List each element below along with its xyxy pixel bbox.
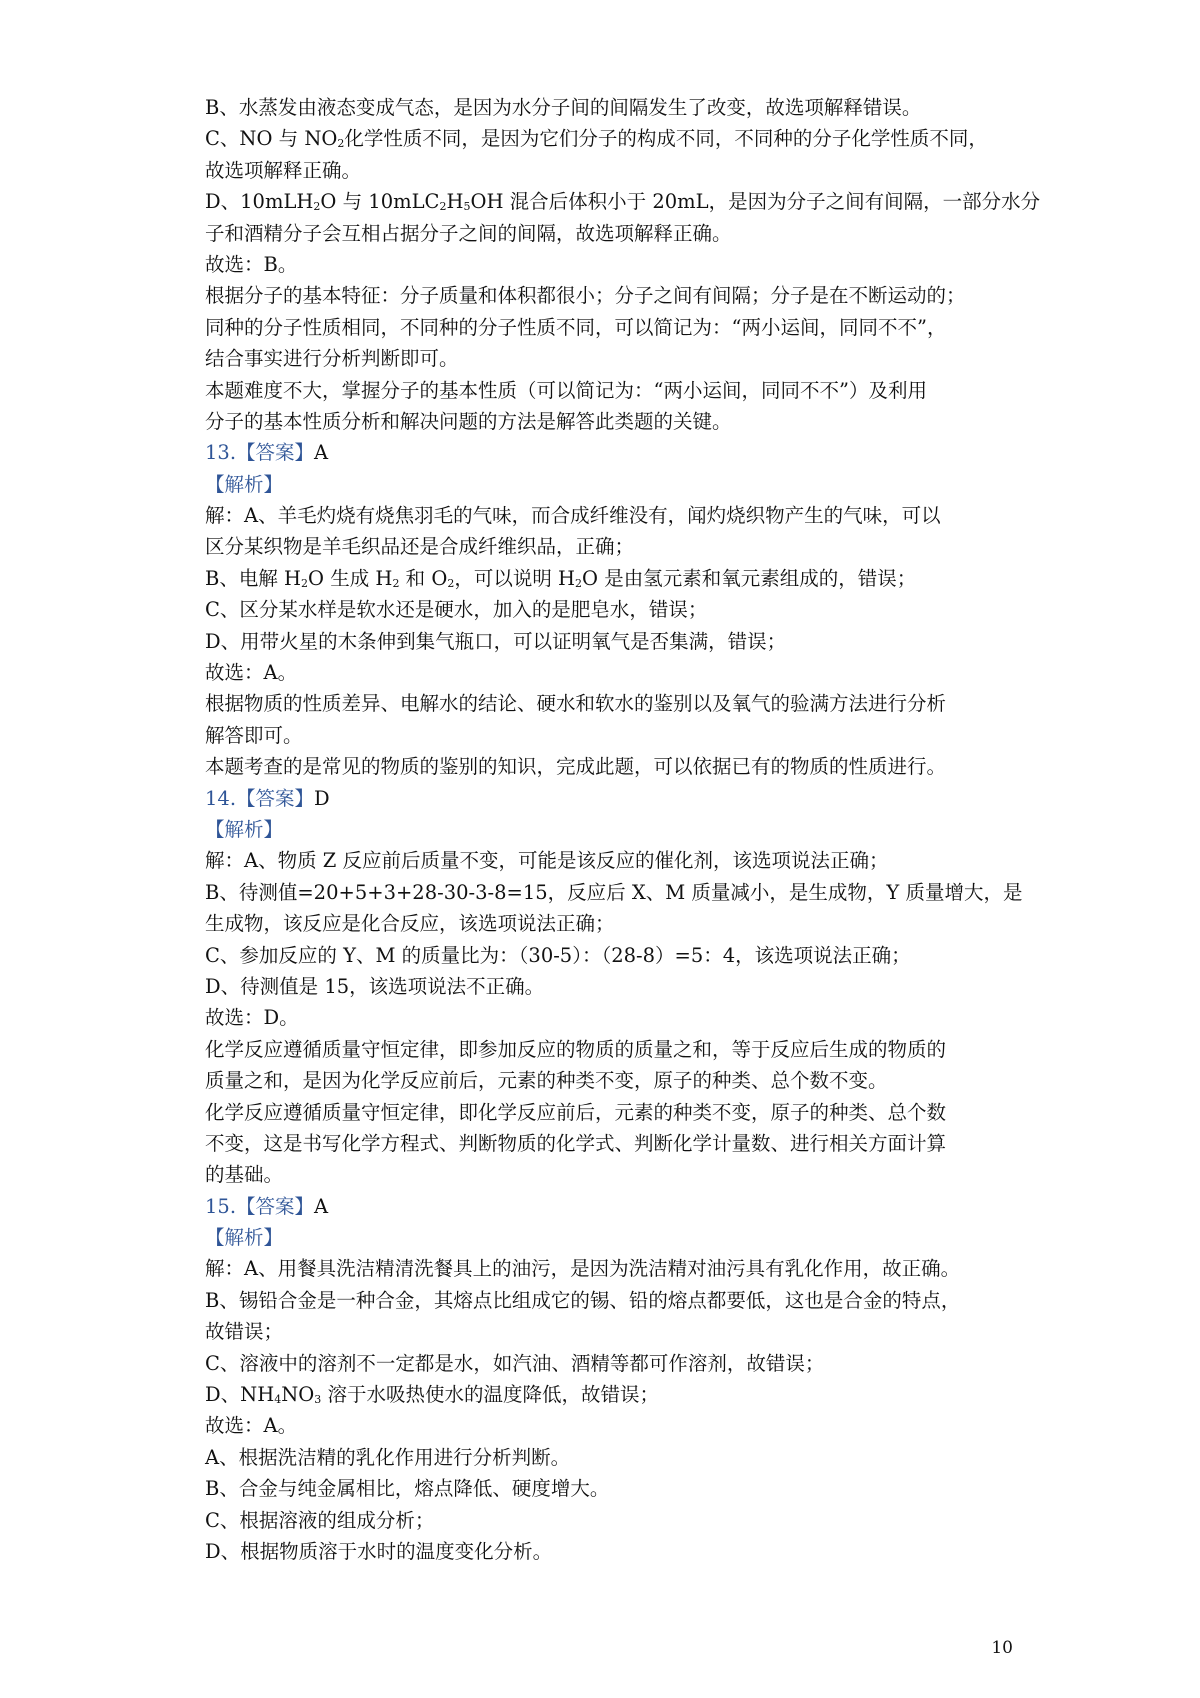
text-line: 化学反应遵循质量守恒定律，即参加反应的物质的质量之和，等于反应后生成的物质的 — [205, 1037, 947, 1061]
text-line: C、溶液中的溶剂不一定都是水，如汽油、酒精等都可作溶剂，故错误； — [205, 1351, 825, 1375]
text-line: 解：A、用餐具洗洁精清洗餐具上的油污，是因为洗洁精对油污具有乳化作用，故正确。 — [205, 1257, 961, 1281]
text-line: B、锡铅合金是一种合金，其熔点比组成它的锡、铅的熔点都要低，这也是合金的特点， — [205, 1288, 961, 1312]
text-line: 故错误； — [205, 1320, 284, 1344]
text-line: B、合金与纯金属相比，熔点降低、硬度增大。 — [205, 1477, 610, 1501]
text-line: C、区分某水样是软水还是硬水，加入的是肥皂水，错误； — [205, 598, 708, 622]
text-line: D、根据物质溶于水时的温度变化分析。 — [205, 1539, 553, 1563]
page-number: 10 — [991, 1638, 1013, 1658]
answer-heading-15: 15.【答案】A — [205, 1194, 329, 1218]
text-line: C、根据溶液的组成分析； — [205, 1508, 435, 1532]
text-line: D、待测值是 15，该选项说法不正确。 — [205, 974, 545, 998]
text-line: D、用带火星的木条伸到集气瓶口，可以证明氧气是否集满，错误； — [205, 629, 787, 653]
text-line: 解：A、物质 Z 反应前后质量不变，可能是该反应的催化剂，该选项说法正确； — [205, 849, 889, 873]
analysis-heading: 【解析】 — [205, 817, 284, 841]
text-line: 结合事实进行分析判断即可。 — [205, 347, 459, 371]
document-body — [205, 92, 1041, 1567]
text-line: D、10mLH$_2$O 与 $10mLC_2H_5OH$ 混合后体积小于 20mL，是因为分子之间有间隔，一部分水分 — [205, 190, 1041, 214]
text-line: 不变，这是书写化学方程式、判断物质的化学式、判断化学计量数、进行相关方面计算 — [205, 1131, 947, 1155]
text-line: B、待测值=20+5+3+28-30-3-8=15，反应后 X、M 质量减小，是生成物，Y 质量增大，是 — [205, 880, 1023, 904]
answer-heading-14: 14.【答案】D — [205, 786, 330, 810]
text-line: C、参加反应的 Y、M 的质量比为：（30-5）：（28-8）=5：4，该选项说法正确； — [205, 943, 911, 967]
analysis-heading: 【解析】 — [205, 472, 284, 496]
text-line: 故选：A。 — [205, 1414, 298, 1438]
analysis-heading: 【解析】 — [205, 1226, 284, 1250]
text-line: 根据分子的基本特征：分子质量和体积都很小；分子之间有间隔；分子是在不断运动的； — [205, 284, 966, 308]
text-line: 本题考查的是常见的物质的鉴别的知识，完成此题，可以依据已有的物质的性质进行。 — [205, 755, 947, 779]
text-line: 子和酒精分子会互相占据分子之间的间隔，故选项解释正确。 — [205, 221, 732, 245]
text-line: 区分某织物是羊毛织品还是合成纤维织品，正确； — [205, 535, 635, 559]
text-line: D、$NH_4NO_3$ 溶于水吸热使水的温度降低，故错误； — [205, 1383, 659, 1407]
text-line: 质量之和，是因为化学反应前后，元素的种类不变，原子的种类、总个数不变。 — [205, 1069, 888, 1093]
text-line: 生成物，该反应是化合反应，该选项说法正确； — [205, 912, 615, 936]
text-line: 故选：D。 — [205, 1006, 299, 1030]
text-line: 解：A、羊毛灼烧有烧焦羽毛的气味，而合成纤维没有，闻灼烧织物产生的气味，可以 — [205, 504, 941, 528]
text-line: 同种的分子性质相同，不同种的分子性质不同，可以简记为：“两小运间，同同不不”， — [205, 315, 947, 339]
text-line: B、水蒸发由液态变成气态，是因为水分子间的间隔发生了改变，故选项解释错误。 — [205, 96, 922, 119]
text-line: 分子的基本性质分析和解决问题的方法是解答此类题的关键。 — [205, 409, 732, 433]
text-line: 解答即可。 — [205, 723, 303, 747]
text-line: 故选：B。 — [205, 252, 298, 276]
answer-heading-13: 13.【答案】A — [205, 441, 329, 465]
text-line: 本题难度不大，掌握分子的基本性质（可以简记为：“两小运间，同同不不”）及利用 — [205, 378, 927, 402]
text-line: C、NO 与 $NO_2$化学性质不同，是因为它们分子的构成不同，不同种的分子化学性质不同， — [205, 127, 988, 151]
text-line: A、根据洗洁精的乳化作用进行分析判断。 — [205, 1445, 571, 1469]
text-line: 化学反应遵循质量守恒定律，即化学反应前后，元素的种类不变，原子的种类、总个数 — [205, 1100, 947, 1124]
text-line: 故选：A。 — [205, 661, 298, 685]
text-line: 故选项解释正确。 — [205, 158, 362, 182]
text-line: 根据物质的性质差异、电解水的结论、硬水和软水的鉴别以及氧气的验满方法进行分析 — [205, 692, 947, 716]
text-line: 的基础。 — [205, 1163, 284, 1187]
text-line: B、电解 $H_2O$ 生成 $H_2$ 和 $O_2$，可以说明 $H_2O$ 是由氢元素和氧元素组成的，错误； — [205, 566, 917, 590]
